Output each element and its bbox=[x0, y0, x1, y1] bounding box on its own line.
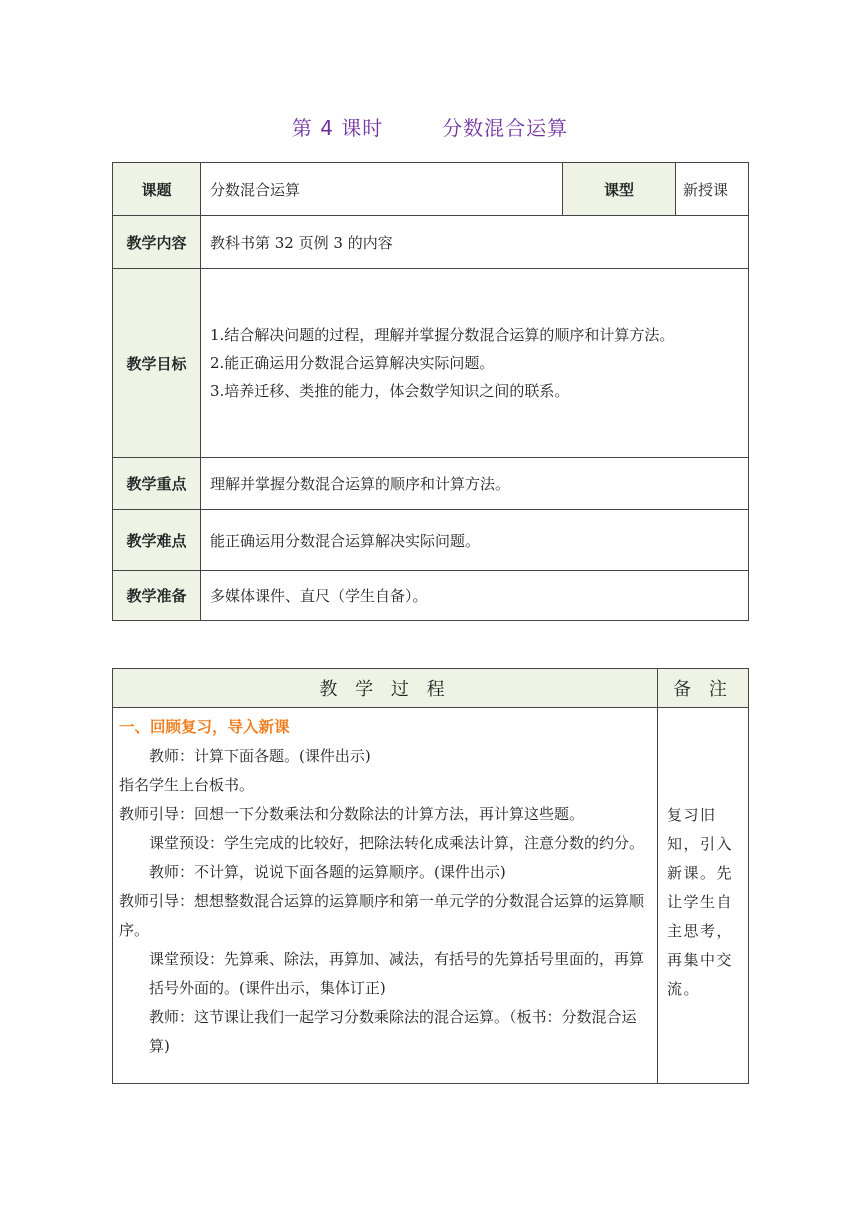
process-paragraph: 教师引导：回想一下分数乘法和分数除法的计算方法，再计算这些题。 bbox=[119, 805, 585, 823]
process-table bbox=[112, 668, 749, 1084]
process-paragraph: 教师引导：想想整数混合运算的运算顺序和第一单元学的分数混合运算的运算顺序。 bbox=[119, 892, 645, 939]
process-paragraph: 教师：这节课让我们一起学习分数乘除法的混合运算。（板书：分数混合运算) bbox=[149, 1008, 637, 1055]
difficulty-label: 教学难点 bbox=[113, 510, 201, 571]
topic-value: 分数混合运算 bbox=[201, 163, 563, 216]
lesson-info-table bbox=[112, 162, 749, 621]
prep-value: 多媒体课件、直尺（学生自备）。 bbox=[201, 571, 749, 621]
goal-item: 2.能正确运用分数混合运算解决实际问题。 bbox=[210, 354, 495, 372]
process-paragraph: 指名学生上台板书。 bbox=[119, 776, 255, 794]
process-note: 复习旧知，引入新课。先让学生自主思考，再集中交流。 bbox=[658, 708, 749, 1084]
type-value: 新授课 bbox=[676, 163, 749, 216]
key-label: 教学重点 bbox=[113, 458, 201, 510]
goals-cell bbox=[201, 269, 749, 458]
difficulty-value: 能正确运用分数混合运算解决实际问题。 bbox=[201, 510, 749, 571]
content-label: 教学内容 bbox=[113, 216, 201, 269]
process-paragraph: 课堂预设：学生完成的比较好，把除法转化成乘法计算，注意分数的约分。 bbox=[149, 834, 645, 852]
page-title: 第 4 课时 分数混合运算 bbox=[291, 116, 569, 140]
content-value: 教科书第 32 页例 3 的内容 bbox=[201, 216, 749, 269]
goals-label: 教学目标 bbox=[113, 269, 201, 458]
topic-label: 课题 bbox=[113, 163, 201, 216]
process-content bbox=[113, 708, 658, 1084]
goal-item: 1.结合解决问题的过程，理解并掌握分数混合运算的顺序和计算方法。 bbox=[210, 326, 675, 344]
key-value: 理解并掌握分数混合运算的顺序和计算方法。 bbox=[201, 458, 749, 510]
process-paragraph: 课堂预设：先算乘、除法，再算加、减法，有括号的先算括号里面的，再算括号外面的。(课件出示，集体订正) bbox=[149, 950, 645, 997]
notes-header: 备 注 bbox=[658, 669, 749, 708]
goal-item: 3.培养迁移、类推的能力，体会数学知识之间的联系。 bbox=[210, 382, 570, 400]
prep-label: 教学准备 bbox=[113, 571, 201, 621]
type-label: 课型 bbox=[563, 163, 676, 216]
process-header: 教 学 过 程 bbox=[113, 669, 658, 708]
section-title: 一、回顾复习，导入新课 bbox=[119, 718, 290, 736]
process-paragraph: 教师：计算下面各题。(课件出示) bbox=[149, 747, 371, 765]
process-paragraph: 教师：不计算，说说下面各题的运算顺序。(课件出示) bbox=[149, 863, 506, 881]
